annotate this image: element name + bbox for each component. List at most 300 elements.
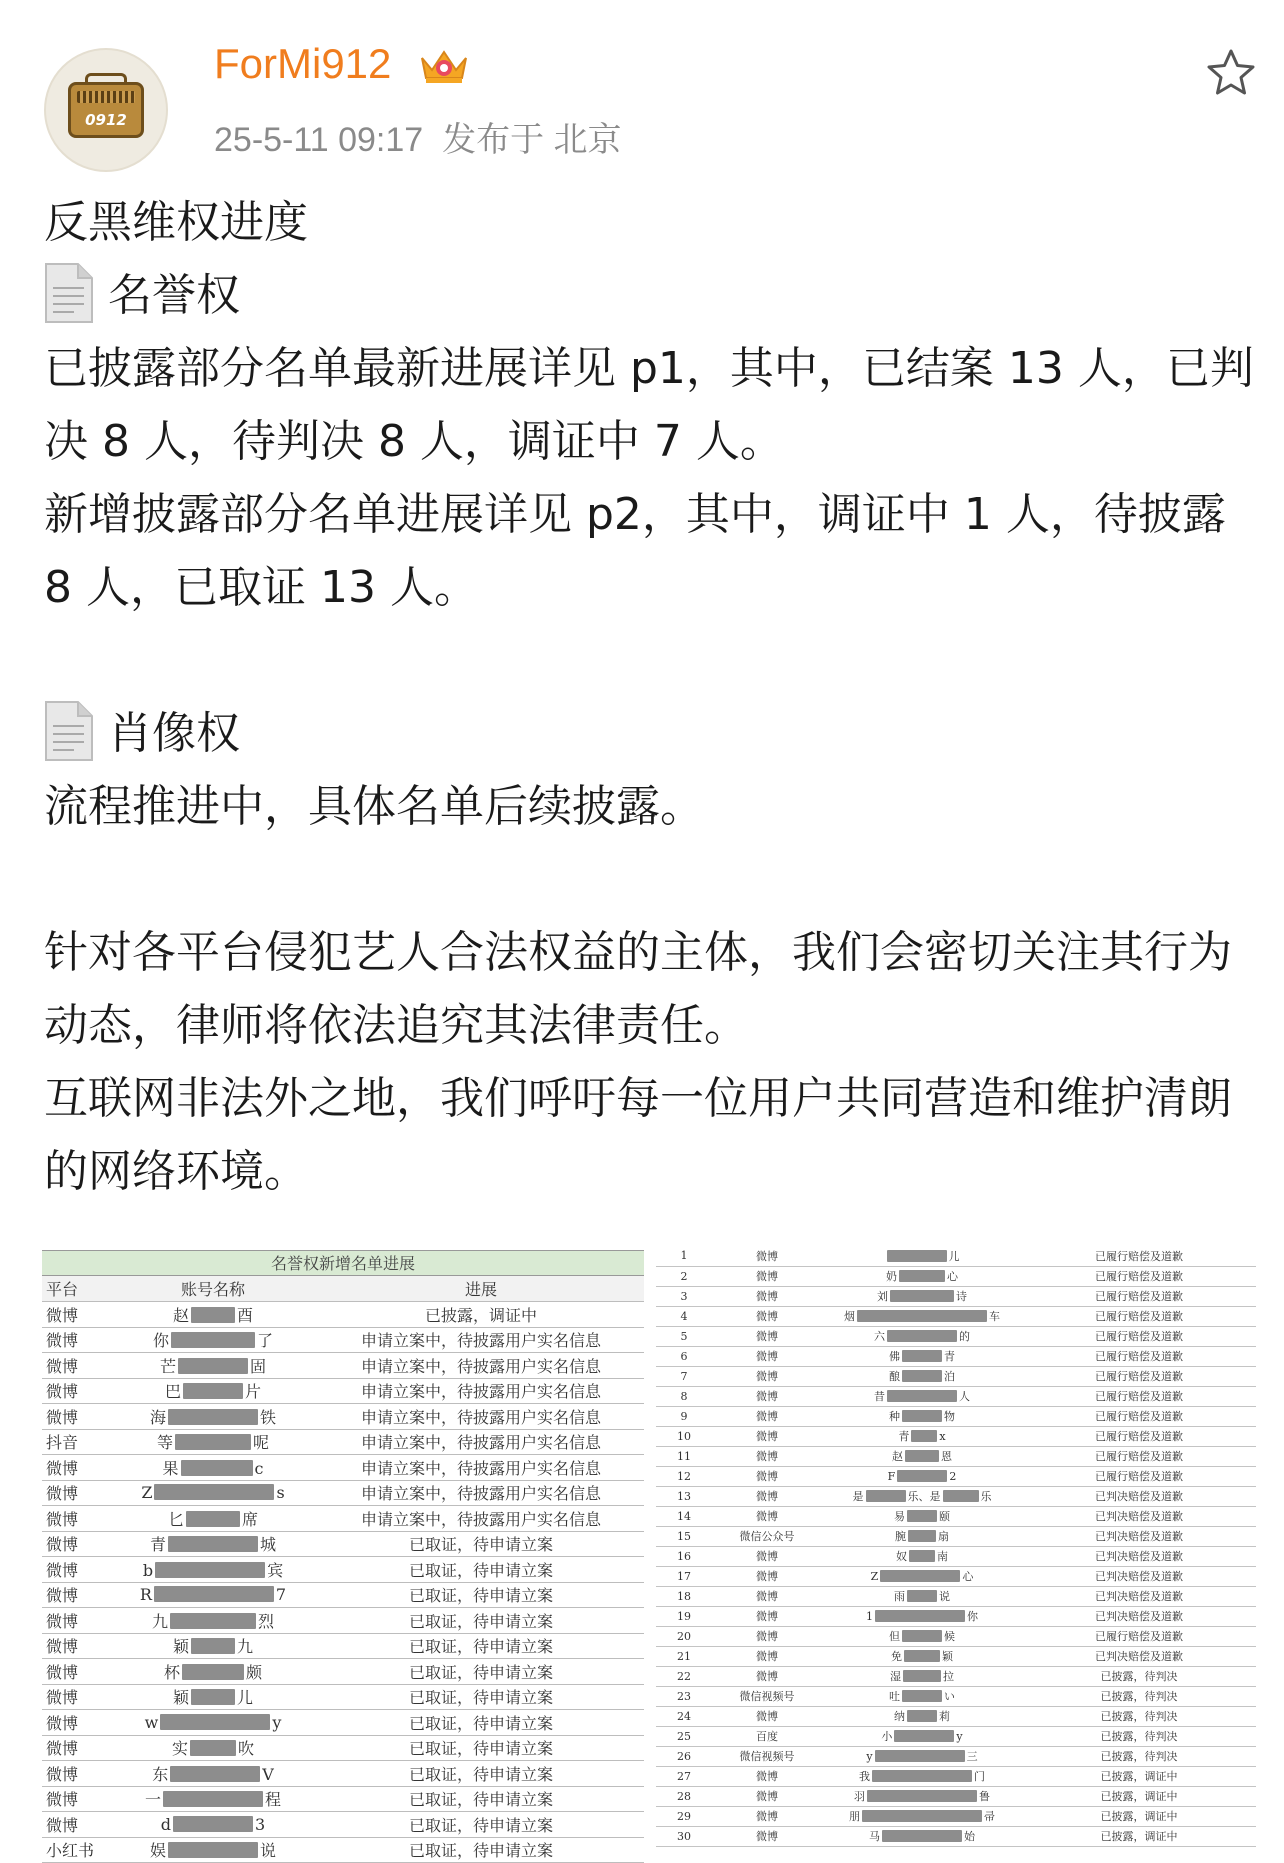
account-cell [822, 1346, 1022, 1366]
platform-cell: 微博 [712, 1506, 822, 1526]
status-cell: 已履行赔偿及道歉 [1022, 1466, 1256, 1486]
row-number: 2 [656, 1266, 712, 1286]
row-number: 13 [656, 1486, 712, 1506]
account-cell [822, 1246, 1022, 1266]
account-suffix: 人 [959, 1390, 970, 1403]
table-row [42, 1480, 644, 1506]
account-prefix: 我 [859, 1770, 870, 1783]
platform-cell: 微博 [42, 1302, 108, 1328]
account-suffix: 儿 [237, 1688, 254, 1708]
redacted-block [160, 1714, 270, 1730]
platform-cell: 微博 [42, 1633, 108, 1659]
account-prefix: 朋 [849, 1810, 860, 1823]
redacted-block [186, 1511, 240, 1527]
account-suffix: 程 [265, 1790, 282, 1810]
post-title: 反黑维权进度 [44, 197, 308, 248]
status-cell: 已履行赔偿及道歉 [1022, 1626, 1256, 1646]
table-row [656, 1806, 1256, 1826]
account-cell [822, 1366, 1022, 1386]
table-row [42, 1786, 644, 1812]
account-cell [822, 1646, 1022, 1666]
account-suffix: 吹 [238, 1739, 255, 1759]
account-prefix: y [866, 1750, 873, 1763]
account-suffix-2: 乐 [980, 1490, 992, 1503]
account-prefix: 种 [889, 1410, 900, 1423]
account-cell [108, 1786, 318, 1812]
account-cell [822, 1466, 1022, 1486]
account-cell [108, 1837, 318, 1863]
account-suffix: 心 [947, 1270, 958, 1283]
redacted-block [908, 1530, 936, 1542]
portrait-paragraph: 流程推进中，具体名单后续披露。 [44, 781, 704, 832]
account-cell [822, 1746, 1022, 1766]
table-row [656, 1566, 1256, 1586]
status-cell: 已判决赔偿及道歉 [1022, 1606, 1256, 1626]
table-row [656, 1506, 1256, 1526]
account-suffix: 固 [250, 1356, 267, 1376]
status-cell: 已披露，调证中 [1022, 1766, 1256, 1786]
platform-cell: 微博 [42, 1404, 108, 1430]
closing-paragraph-1: 针对各平台侵犯艺人合法权益的主体，我们会密切关注其行为动态，律师将依法追究其法律责任。 [44, 927, 1232, 1051]
table-row [656, 1826, 1256, 1846]
account-prefix: 昔 [874, 1390, 885, 1403]
status-cell: 已履行赔偿及道歉 [1022, 1446, 1256, 1466]
account-prefix: 腕 [895, 1530, 906, 1543]
status-cell: 申请立案中，待披露用户实名信息 [318, 1429, 644, 1455]
redacted-block [857, 1310, 987, 1322]
table-row [42, 1608, 644, 1634]
account-prefix: 等 [156, 1433, 173, 1453]
status-cell: 已履行赔偿及道歉 [1022, 1326, 1256, 1346]
account-suffix: y [956, 1730, 963, 1743]
account-suffix: 片 [245, 1382, 262, 1402]
account-cell [108, 1455, 318, 1481]
redacted-block [902, 1370, 942, 1382]
status-cell: 已判决赔偿及道歉 [1022, 1526, 1256, 1546]
username[interactable]: ForMi912 [214, 40, 392, 87]
account-prefix: 易 [894, 1510, 905, 1523]
account-cell [108, 1557, 318, 1583]
redacted-block [887, 1330, 957, 1342]
account-suffix: 3 [255, 1814, 266, 1834]
account-prefix: 赵 [172, 1305, 189, 1325]
account-suffix: V [262, 1764, 274, 1784]
table-row [656, 1526, 1256, 1546]
account-suffix: 物 [944, 1410, 955, 1423]
table-row [42, 1404, 644, 1430]
table-row [656, 1246, 1256, 1266]
row-number: 7 [656, 1366, 712, 1386]
redacted-block [875, 1610, 965, 1622]
redacted-block [168, 1409, 258, 1425]
closing-paragraph-2: 互联网非法外之地，我们呼吁每一位用户共同营造和维护清朗的网络环境。 [44, 1073, 1232, 1197]
status-cell: 已取证，待申请立案 [318, 1761, 644, 1787]
account-cell [822, 1666, 1022, 1686]
table-row [42, 1455, 644, 1481]
account-prefix: 颖 [172, 1637, 189, 1657]
account-prefix: 但 [889, 1630, 900, 1643]
row-number: 15 [656, 1526, 712, 1546]
avatar[interactable] [44, 48, 168, 172]
account-prefix: 奶 [886, 1270, 897, 1283]
platform-cell: 微博 [712, 1786, 822, 1806]
row-number: 11 [656, 1446, 712, 1466]
redacted-block [902, 1350, 942, 1362]
post-meta [214, 112, 622, 161]
table-row [656, 1266, 1256, 1286]
table-row [656, 1686, 1256, 1706]
account-cell [822, 1406, 1022, 1426]
account-prefix: 东 [152, 1764, 169, 1784]
account-cell [822, 1606, 1022, 1626]
status-cell: 已取证，待申请立案 [318, 1710, 644, 1736]
account-prefix: 吐 [889, 1690, 900, 1703]
account-suffix: 颐 [939, 1510, 950, 1523]
account-prefix: 九 [151, 1611, 168, 1631]
status-cell: 已履行赔偿及道歉 [1022, 1426, 1256, 1446]
platform-cell: 微博 [712, 1566, 822, 1586]
account-cell [822, 1306, 1022, 1326]
account-prefix: d [160, 1814, 172, 1834]
redacted-block [154, 1484, 274, 1500]
platform-cell: 微博 [42, 1378, 108, 1404]
account-suffix: y [272, 1712, 282, 1732]
account-suffix: s [276, 1483, 285, 1503]
account-prefix: 佛 [889, 1350, 900, 1363]
platform-cell: 微博 [712, 1646, 822, 1666]
account-cell [822, 1726, 1022, 1746]
status-cell: 已履行赔偿及道歉 [1022, 1266, 1256, 1286]
table-row [656, 1586, 1256, 1606]
account-cell [108, 1812, 318, 1838]
account-cell [822, 1686, 1022, 1706]
account-prefix: 一 [144, 1790, 161, 1810]
platform-cell: 微博 [42, 1659, 108, 1685]
row-number: 21 [656, 1646, 712, 1666]
account-cell [108, 1404, 318, 1430]
redacted-block [181, 1460, 253, 1476]
status-cell: 已判决赔偿及道歉 [1022, 1566, 1256, 1586]
account-suffix: 车 [989, 1310, 1000, 1323]
status-cell: 已取证，待申请立案 [318, 1812, 644, 1838]
row-number: 17 [656, 1566, 712, 1586]
account-prefix: 果 [162, 1458, 179, 1478]
redacted-block [168, 1536, 258, 1552]
account-cell [108, 1531, 318, 1557]
platform-cell: 微博 [42, 1710, 108, 1736]
redacted-block [168, 1842, 258, 1858]
account-suffix: 的 [959, 1330, 970, 1343]
redacted-block [191, 1638, 235, 1654]
account-cell [108, 1761, 318, 1787]
account-suffix: 烈 [258, 1611, 275, 1631]
redacted-block [171, 1332, 255, 1348]
table-row [42, 1353, 644, 1379]
platform-cell: 微博 [42, 1812, 108, 1838]
redacted-block [902, 1630, 942, 1642]
platform-cell: 小红书 [42, 1837, 108, 1863]
account-prefix: 青 [149, 1535, 166, 1555]
redacted-block [178, 1358, 248, 1374]
account-suffix: 说 [939, 1590, 950, 1603]
account-suffix: 恩 [941, 1450, 952, 1463]
status-cell: 已判决赔偿及道歉 [1022, 1586, 1256, 1606]
account-cell [822, 1506, 1022, 1526]
platform-cell: 微信公众号 [712, 1526, 822, 1546]
platform-cell: 微博 [42, 1506, 108, 1532]
row-number: 4 [656, 1306, 712, 1326]
account-suffix: 宾 [267, 1560, 284, 1580]
table-row [42, 1557, 644, 1583]
account-prefix: 奴 [896, 1550, 907, 1563]
account-suffix: い [944, 1690, 955, 1703]
table-row [656, 1486, 1256, 1506]
redacted-block [887, 1390, 957, 1402]
row-number: 14 [656, 1506, 712, 1526]
row-number: 28 [656, 1786, 712, 1806]
status-cell: 已履行赔偿及道歉 [1022, 1366, 1256, 1386]
row-number: 25 [656, 1726, 712, 1746]
account-prefix: 杯 [163, 1662, 180, 1682]
account-cell [108, 1353, 318, 1379]
table-row [656, 1726, 1256, 1746]
platform-cell: 微博 [42, 1582, 108, 1608]
account-prefix: 赵 [892, 1450, 903, 1463]
account-cell [108, 1684, 318, 1710]
redacted-block [191, 1689, 235, 1705]
account-cell [822, 1266, 1022, 1286]
status-cell: 已判决赔偿及道歉 [1022, 1506, 1256, 1526]
account-suffix: 泊 [944, 1370, 955, 1383]
radio-logo-icon [68, 82, 144, 138]
reputation-disclosed-list-table [656, 1246, 1256, 1847]
redacted-block [911, 1430, 937, 1442]
account-prefix: 实 [171, 1739, 188, 1759]
account-cell [822, 1446, 1022, 1466]
post-image-1[interactable] [42, 1250, 644, 1861]
table-row [42, 1302, 644, 1328]
platform-cell: 微信视频号 [712, 1746, 822, 1766]
account-cell [822, 1626, 1022, 1646]
redacted-block [897, 1470, 947, 1482]
status-cell: 已取证，待申请立案 [318, 1582, 644, 1608]
redacted-block [905, 1450, 939, 1462]
account-suffix: 呢 [253, 1433, 270, 1453]
redacted-block [903, 1670, 941, 1682]
table-row [42, 1633, 644, 1659]
account-suffix: 南 [937, 1550, 948, 1563]
table-row [656, 1626, 1256, 1646]
status-cell: 申请立案中，待披露用户实名信息 [318, 1506, 644, 1532]
favorite-star-icon[interactable] [1204, 46, 1258, 100]
table-row [42, 1531, 644, 1557]
redacted-block [943, 1490, 979, 1502]
crown-badge-icon [416, 46, 472, 86]
platform-cell: 百度 [712, 1726, 822, 1746]
account-prefix: 六 [874, 1330, 885, 1343]
account-cell [822, 1826, 1022, 1846]
account-cell [822, 1546, 1022, 1566]
account-prefix: Z [870, 1570, 879, 1583]
table-row [656, 1326, 1256, 1346]
table-row [656, 1346, 1256, 1366]
table-row [42, 1684, 644, 1710]
redacted-block [890, 1290, 954, 1302]
redacted-block [887, 1250, 947, 1262]
redacted-block [902, 1410, 942, 1422]
account-cell [822, 1286, 1022, 1306]
table-row [42, 1735, 644, 1761]
account-suffix: 说 [260, 1841, 277, 1861]
platform-cell: 微博 [712, 1286, 822, 1306]
table-row [656, 1606, 1256, 1626]
status-cell: 已履行赔偿及道歉 [1022, 1346, 1256, 1366]
account-cell [822, 1706, 1022, 1726]
platform-cell: 微博 [712, 1406, 822, 1426]
section-portrait-heading [44, 697, 1254, 770]
status-cell: 已取证，待申请立案 [318, 1531, 644, 1557]
table-row [656, 1766, 1256, 1786]
platform-cell: 微博 [712, 1806, 822, 1826]
row-number: 6 [656, 1346, 712, 1366]
redacted-block [154, 1586, 274, 1602]
account-suffix: 颇 [246, 1662, 263, 1682]
platform-cell: 微博 [712, 1426, 822, 1446]
account-cell [822, 1426, 1022, 1446]
status-cell: 已披露，待判决 [1022, 1726, 1256, 1746]
redacted-block [170, 1613, 256, 1629]
redacted-block [867, 1790, 977, 1802]
redacted-block [175, 1434, 251, 1450]
platform-cell: 微博 [42, 1327, 108, 1353]
account-cell [108, 1378, 318, 1404]
platform-cell: 抖音 [42, 1429, 108, 1455]
post-image-2[interactable] [656, 1246, 1256, 1843]
table-row [656, 1366, 1256, 1386]
account-cell [108, 1302, 318, 1328]
status-cell: 申请立案中，待披露用户实名信息 [318, 1404, 644, 1430]
redacted-block [907, 1710, 937, 1722]
status-cell: 申请立案中，待披露用户实名信息 [318, 1353, 644, 1379]
account-prefix: 酿 [889, 1370, 900, 1383]
account-prefix: 烟 [844, 1310, 855, 1323]
account-cell [108, 1633, 318, 1659]
status-cell: 已取证，待申请立案 [318, 1837, 644, 1863]
account-prefix: 羽 [854, 1790, 865, 1803]
account-suffix: x [939, 1430, 946, 1443]
account-prefix: 颖 [172, 1688, 189, 1708]
platform-cell: 微博 [712, 1626, 822, 1646]
redacted-block [190, 1740, 236, 1756]
table-caption: 名誉权新增名单进展 [42, 1250, 644, 1276]
status-cell: 申请立案中，待披露用户实名信息 [318, 1455, 644, 1481]
redacted-block [875, 1750, 965, 1762]
table-row [42, 1429, 644, 1455]
header-platform: 平台 [42, 1276, 108, 1302]
status-cell: 已取证，待申请立案 [318, 1608, 644, 1634]
platform-cell: 微博 [712, 1446, 822, 1466]
account-cell [108, 1659, 318, 1685]
platform-cell: 微博 [712, 1346, 822, 1366]
account-prefix: 湿 [890, 1670, 901, 1683]
post-timestamp: 25-5-11 09:17 [214, 121, 424, 159]
status-cell: 申请立案中，待披露用户实名信息 [318, 1378, 644, 1404]
platform-cell: 微博 [712, 1266, 822, 1286]
reputation-paragraph-1: 已披露部分名单最新进展详见 p1，其中，已结案 13 人，已判决 8 人，待判决 8 人，调证中 7 人。 [44, 343, 1254, 467]
post-location: 发布于 北京 [442, 121, 622, 159]
account-prefix: 马 [869, 1830, 880, 1843]
table-row [656, 1786, 1256, 1806]
table-row [656, 1446, 1256, 1466]
platform-cell: 微博 [42, 1608, 108, 1634]
row-number: 16 [656, 1546, 712, 1566]
table-row [656, 1306, 1256, 1326]
account-suffix: 九 [237, 1637, 254, 1657]
account-suffix: 始 [964, 1830, 975, 1843]
table-row [656, 1666, 1256, 1686]
account-suffix: 帚 [984, 1810, 995, 1823]
account-suffix: c [254, 1458, 264, 1478]
account-prefix: F [887, 1469, 896, 1483]
platform-cell: 微博 [42, 1761, 108, 1787]
platform-cell: 微博 [42, 1786, 108, 1812]
redacted-block [880, 1570, 960, 1582]
account-cell [108, 1429, 318, 1455]
status-cell: 已取证，待申请立案 [318, 1786, 644, 1812]
account-prefix: w [144, 1712, 159, 1732]
redacted-block [882, 1830, 962, 1842]
platform-cell: 微博 [712, 1306, 822, 1326]
platform-cell: 微博 [42, 1684, 108, 1710]
redacted-block [182, 1664, 244, 1680]
table-row [656, 1646, 1256, 1666]
platform-cell: 微博 [712, 1666, 822, 1686]
account-suffix: 你 [967, 1610, 978, 1623]
account-cell [822, 1586, 1022, 1606]
account-suffix: 城 [260, 1535, 277, 1555]
account-cell [108, 1327, 318, 1353]
status-cell: 申请立案中，待披露用户实名信息 [318, 1480, 644, 1506]
account-suffix: 颖 [942, 1650, 953, 1663]
table-row [42, 1761, 644, 1787]
account-cell [822, 1486, 1022, 1506]
account-suffix: 青 [944, 1350, 955, 1363]
table-row [656, 1286, 1256, 1306]
row-number: 8 [656, 1386, 712, 1406]
platform-cell: 微博 [42, 1735, 108, 1761]
status-cell: 已判决赔偿及道歉 [1022, 1646, 1256, 1666]
status-cell: 已取证，待申请立案 [318, 1735, 644, 1761]
redacted-block [904, 1650, 940, 1662]
status-cell: 申请立案中，待披露用户实名信息 [318, 1327, 644, 1353]
table-row [656, 1406, 1256, 1426]
account-prefix: 小 [881, 1730, 893, 1743]
platform-cell: 微博 [712, 1606, 822, 1626]
account-suffix: 乐、是 [907, 1490, 941, 1503]
section-reputation-heading [44, 259, 1254, 332]
redacted-block [902, 1690, 942, 1702]
header-account: 账号名称 [108, 1276, 318, 1302]
account-cell [822, 1526, 1022, 1546]
status-cell: 已履行赔偿及道歉 [1022, 1386, 1256, 1406]
account-suffix: 诗 [956, 1290, 967, 1303]
account-prefix: 海 [149, 1407, 166, 1427]
platform-cell: 微博 [712, 1826, 822, 1846]
row-number: 23 [656, 1686, 712, 1706]
account-prefix: 你 [152, 1331, 169, 1351]
account-cell [822, 1386, 1022, 1406]
table-row [42, 1378, 644, 1404]
